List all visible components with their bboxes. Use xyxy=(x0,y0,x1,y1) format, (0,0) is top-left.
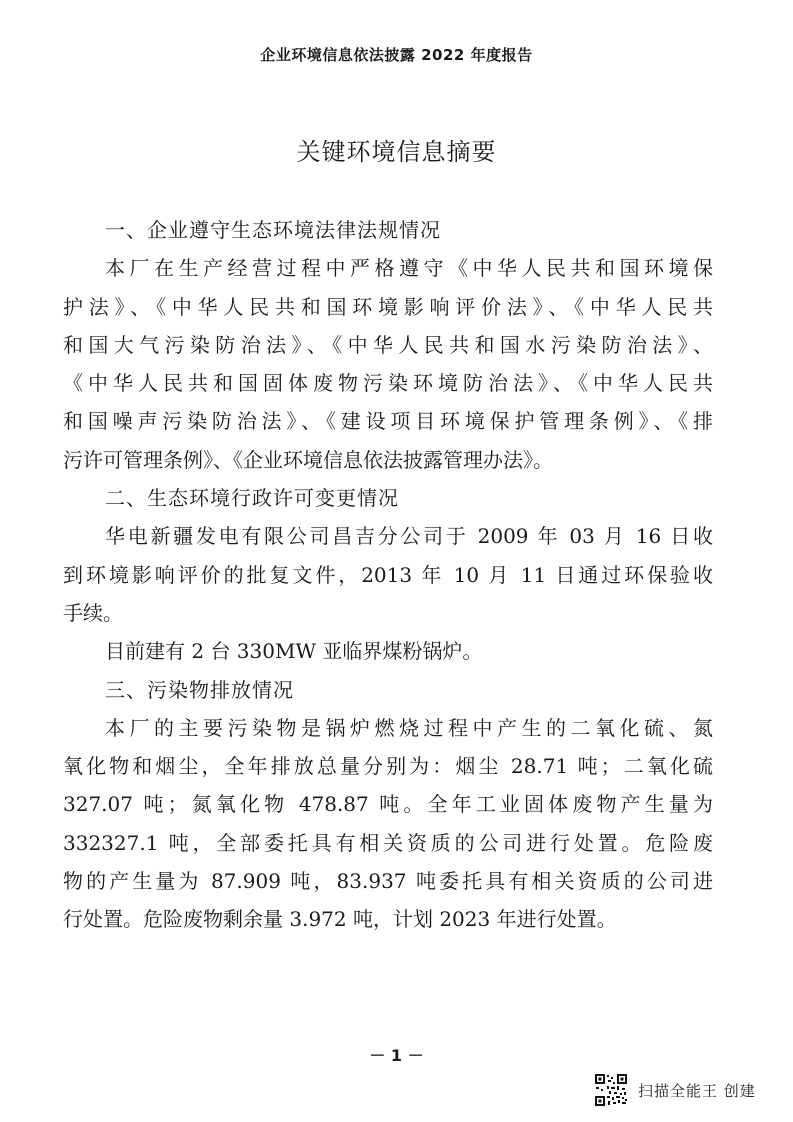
paragraph-line: 目前建有 2 台 330MW 亚临界煤粉锅炉。 xyxy=(105,639,483,664)
page-number: － 1 － xyxy=(369,1046,424,1065)
scanner-watermark xyxy=(594,1073,756,1107)
report-header: 企业环境信息依法披露 2022 年度报告 xyxy=(260,46,533,64)
paragraph-line: 氧化物和烟尘，全年排放总量分别为：烟尘 28.71 吨；二氧化硫 xyxy=(63,754,713,779)
paragraph-line: 本厂的主要污染物是锅炉燃烧过程中产生的二氧化硫、氮 xyxy=(105,715,713,740)
paragraph-line: 到环境影响评价的批复文件，2013 年 10 月 11 日通过环保验收 xyxy=(63,562,713,587)
paragraph-line: 污许可管理条例》、《企业环境信息依法披露管理办法》。 xyxy=(63,447,553,472)
paragraph-line: 327.07 吨；氮氧化物 478.87 吨。全年工业固体废物产生量为 xyxy=(63,792,713,817)
paragraph-line: 332327.1 吨，全部委托具有相关资质的公司进行处置。危险废 xyxy=(63,830,713,855)
section-heading-1: 一、企业遵守生态环境法律法规情况 xyxy=(105,218,441,242)
qr-code-icon xyxy=(594,1073,628,1107)
paragraph-line: 和国噪声污染防治法》、《建设项目环境保护管理条例》、《排 xyxy=(63,409,713,434)
section-heading-3: 三、污染物排放情况 xyxy=(105,677,294,702)
page-title: 关键环境信息摘要 xyxy=(296,138,497,166)
document-body xyxy=(63,211,713,939)
paragraph-line: 行处置。危险废物剩余量 3.972 吨，计划 2023 年进行处置。 xyxy=(63,907,617,932)
paragraph-line: 和国大气污染防治法》、《中华人民共和国水污染防治法》、 xyxy=(63,332,713,357)
paragraph-line: 手续。 xyxy=(63,600,123,625)
paragraph-line: 《中华人民共和国固体废物污染环境防治法》、《中华人民共 xyxy=(63,371,713,396)
paragraph-line: 护法》、《中华人民共和国环境影响评价法》、《中华人民共 xyxy=(63,294,713,319)
paragraph-line: 华电新疆发电有限公司昌吉分公司于 2009 年 03 月 16 日收 xyxy=(105,524,713,549)
watermark-text: 扫描全能王 创建 xyxy=(638,1081,756,1100)
section-heading-2: 二、生态环境行政许可变更情况 xyxy=(105,486,399,511)
paragraph-line: 本厂在生产经营过程中严格遵守《中华人民共和国环境保 xyxy=(105,256,713,281)
paragraph-line: 物的产生量为 87.909 吨，83.937 吨委托具有相关资质的公司进 xyxy=(63,869,713,894)
